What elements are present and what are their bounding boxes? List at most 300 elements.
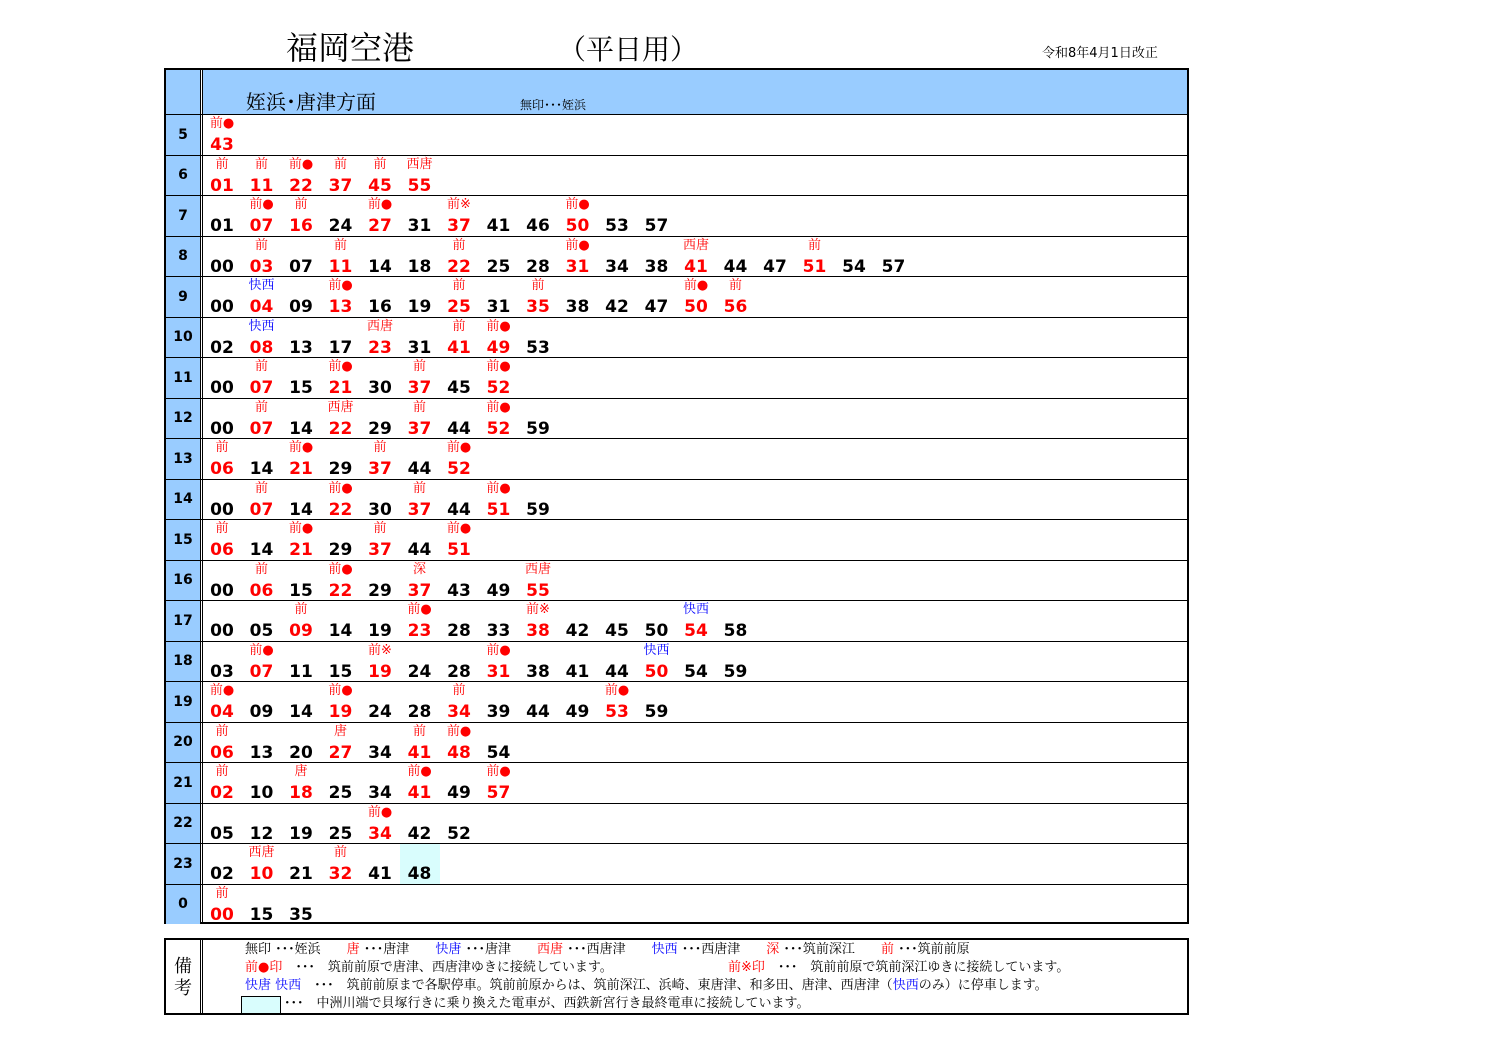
- departure-minute: 22: [328, 418, 353, 439]
- departure-minute: 53: [605, 216, 629, 236]
- departure-minute: 59: [644, 702, 669, 722]
- departure: [400, 439, 440, 479]
- departure: [518, 642, 558, 682]
- departure: [281, 277, 321, 317]
- departure-minute: 06: [210, 540, 234, 560]
- departure: [360, 804, 400, 844]
- departure-minute: 00: [210, 378, 234, 398]
- departure: [281, 804, 321, 844]
- hour-row: [166, 722, 1187, 763]
- legend-text: ･･･姪浜: [271, 942, 347, 957]
- departure-minute: 30: [368, 378, 392, 398]
- service-mark: 前●: [683, 278, 709, 293]
- departure: [400, 561, 440, 601]
- departure: [439, 763, 479, 803]
- service-mark: 前: [373, 156, 387, 172]
- departure: [360, 844, 400, 884]
- hour-row: [166, 560, 1187, 601]
- departure-minute: 08: [249, 337, 274, 358]
- legend-text: 快唐: [435, 942, 462, 957]
- departure: [558, 682, 598, 722]
- departure-minute: 50: [684, 297, 708, 317]
- departure-minute: 28: [447, 661, 471, 682]
- departure-minute: 52: [447, 459, 471, 479]
- service-mark: 前: [452, 237, 466, 253]
- service-mark: 前●: [209, 683, 235, 698]
- departure: [479, 358, 519, 398]
- departure: [202, 885, 242, 925]
- departure: [439, 682, 479, 722]
- departure-minute: 34: [368, 783, 392, 803]
- departure-minute: 10: [249, 864, 274, 884]
- departure: [360, 277, 400, 317]
- departure: [360, 156, 400, 196]
- hour-row: [166, 438, 1187, 479]
- departure: [637, 682, 677, 722]
- departure-minute: 50: [565, 216, 590, 236]
- service-mark: 前●: [288, 521, 314, 536]
- departure: [281, 196, 321, 236]
- departure-minute: 52: [486, 418, 511, 439]
- departure-minute: 00: [210, 418, 234, 439]
- hour-label: 0: [166, 885, 200, 925]
- service-mark: 前: [215, 723, 229, 739]
- departure: [518, 318, 558, 358]
- departure-minute: 20: [289, 742, 313, 763]
- departure: [281, 682, 321, 722]
- departure: [479, 723, 519, 763]
- departure-minute: 42: [605, 297, 629, 317]
- departure: [716, 601, 756, 641]
- column-divider: [202, 940, 203, 1013]
- departure-minute: 14: [328, 621, 353, 641]
- departure-minute: 13: [289, 337, 313, 358]
- departure: [202, 115, 242, 155]
- departure-minute: 21: [289, 864, 313, 884]
- departure: [518, 399, 558, 439]
- service-mark: 西唐: [524, 561, 551, 577]
- departure: [400, 480, 440, 520]
- service-mark: 前●: [328, 480, 353, 496]
- departure: [281, 156, 321, 196]
- departure: [321, 561, 361, 601]
- departure: [558, 642, 598, 682]
- departure: [439, 601, 479, 641]
- departure-minute: 22: [328, 499, 353, 520]
- service-mark: 快西: [248, 278, 275, 293]
- departure: [834, 237, 874, 277]
- departure: [281, 480, 321, 520]
- hour-label: 22: [166, 804, 200, 844]
- departure: [281, 520, 321, 560]
- departure: [281, 642, 321, 682]
- legend-line-1: [245, 942, 970, 958]
- legend-line-4: ･･･ 中洲川端で貝塚行きに乗り換えた電車が、西鉄新宮行き最終電車に接続しています。: [284, 996, 810, 1011]
- departure-minute: 15: [249, 904, 274, 925]
- departure-minute: 49: [486, 580, 511, 601]
- departure-minute: 43: [447, 580, 471, 601]
- departure-minute: 24: [407, 661, 432, 682]
- departure-minute: 21: [289, 540, 313, 560]
- service-mark: 前●: [407, 602, 432, 617]
- departure: [321, 844, 361, 884]
- hour-row: [166, 600, 1187, 641]
- departure-minute: 54: [842, 256, 866, 277]
- hour-label: 12: [166, 399, 200, 439]
- departure: [716, 277, 756, 317]
- departure: [242, 318, 282, 358]
- departure-minute: 07: [289, 256, 313, 277]
- departure: [479, 399, 519, 439]
- legend-text: 無印: [245, 942, 272, 957]
- legend-text: ･･･西唐津: [562, 942, 652, 957]
- departure: [795, 237, 835, 277]
- service-mark: 前: [254, 359, 268, 374]
- departure: [242, 844, 282, 884]
- service-mark: 前: [412, 399, 426, 415]
- departure: [202, 318, 242, 358]
- departure: [281, 358, 321, 398]
- hour-label: 19: [166, 682, 200, 722]
- departure: [242, 804, 282, 844]
- service-mark: 前: [452, 278, 466, 293]
- service-mark: 前: [254, 399, 268, 415]
- service-mark: 前●: [486, 764, 511, 779]
- departure: [360, 237, 400, 277]
- timetable-header-row: [166, 70, 1187, 114]
- service-mark: 前●: [328, 278, 353, 293]
- legend-text: 唐: [346, 942, 360, 957]
- default-destination-note: 無印･･･姪浜: [520, 98, 587, 112]
- departure-minute: 44: [526, 702, 550, 722]
- departure: [242, 237, 282, 277]
- service-mark: 前: [333, 845, 347, 860]
- service-mark: 唐: [294, 764, 308, 779]
- departure-minute: 41: [407, 742, 432, 763]
- day-type: （平日用）: [558, 33, 699, 66]
- departure: [321, 642, 361, 682]
- hour-row: [166, 236, 1187, 277]
- departure-minute: 31: [486, 661, 511, 682]
- legend-text: ･･･筑前前原: [893, 942, 970, 957]
- departure: [676, 601, 716, 641]
- departure: [676, 277, 716, 317]
- hour-label: 17: [166, 601, 200, 641]
- departure-minute: 23: [368, 337, 392, 358]
- departure-minute: 51: [802, 256, 827, 277]
- departure-minute: 44: [407, 540, 432, 560]
- departure-minute: 18: [407, 256, 432, 277]
- departure: [202, 601, 242, 641]
- service-mark: 前: [294, 602, 308, 617]
- departure: [242, 885, 282, 925]
- departure: [202, 520, 242, 560]
- legend-text: ･･･唐津: [461, 942, 537, 957]
- departure-minute: 31: [565, 256, 590, 277]
- departure-minute: 54: [684, 621, 708, 641]
- departure-minute: 07: [249, 418, 274, 439]
- station-name: 福岡空港: [286, 29, 415, 67]
- departure-minute: 11: [289, 661, 313, 682]
- legend-text: ･･･ 筑前前原まで各駅停車。筑前前原からは、筑前深江、浜崎、東唐津、和多田、唐津、西唐津（: [301, 978, 893, 993]
- departure: [518, 601, 558, 641]
- departure: [400, 763, 440, 803]
- departure: [597, 601, 637, 641]
- departure-minute: 42: [407, 823, 432, 844]
- departure-minute: 53: [605, 702, 629, 722]
- hour-row: [166, 519, 1187, 560]
- departure-minute: 53: [526, 337, 550, 358]
- departure-minute: 51: [486, 499, 511, 520]
- service-mark: 前●: [328, 359, 353, 374]
- departure: [479, 682, 519, 722]
- departure: [242, 156, 282, 196]
- departure-minute: 37: [447, 216, 471, 236]
- service-mark: 唐: [333, 723, 347, 739]
- departure-minute: 28: [526, 256, 550, 277]
- departure: [518, 237, 558, 277]
- departure-minute: 56: [723, 297, 748, 317]
- departure-minute: 07: [249, 661, 274, 682]
- hour-row: [166, 803, 1187, 844]
- departure: [242, 520, 282, 560]
- hour-row: [166, 884, 1187, 925]
- service-mark: 西唐: [248, 845, 275, 860]
- departure: [400, 723, 440, 763]
- departure-minute: 06: [210, 742, 234, 763]
- departure: [360, 520, 400, 560]
- departure-minute: 58: [723, 621, 748, 641]
- departure: [281, 399, 321, 439]
- legend-text: のみ）に停車します。: [918, 978, 1048, 993]
- service-mark: 西唐: [406, 156, 433, 172]
- service-mark: 西唐: [327, 399, 354, 415]
- departure: [202, 439, 242, 479]
- departure: [242, 358, 282, 398]
- hour-row: [166, 843, 1187, 884]
- departure: [518, 196, 558, 236]
- departure-minute: 41: [407, 783, 432, 803]
- service-mark: 深: [412, 561, 426, 577]
- departure: [242, 723, 282, 763]
- departure-minute: 01: [210, 216, 234, 236]
- departure-minute: 09: [289, 621, 313, 641]
- departure-minute: 46: [526, 216, 550, 236]
- departure-minute: 29: [368, 418, 392, 439]
- departure: [321, 682, 361, 722]
- departure-minute: 02: [210, 864, 234, 884]
- service-mark: 前●: [565, 197, 590, 212]
- departure-minute: 34: [368, 742, 392, 763]
- departure: [360, 642, 400, 682]
- departure: [202, 480, 242, 520]
- departure: [202, 763, 242, 803]
- departure-minute: 31: [407, 216, 432, 236]
- departure: [360, 480, 400, 520]
- service-mark: 前: [807, 237, 821, 253]
- service-mark: 前: [333, 156, 347, 172]
- departure: [360, 763, 400, 803]
- departure: [281, 844, 321, 884]
- departure: [360, 358, 400, 398]
- service-mark: 前: [254, 480, 268, 496]
- departure: [242, 682, 282, 722]
- departure: [321, 399, 361, 439]
- hour-label: 7: [166, 196, 200, 236]
- departure: [202, 156, 242, 196]
- departure: [597, 196, 637, 236]
- departure-minute: 37: [407, 580, 432, 601]
- departure: [202, 804, 242, 844]
- hour-label: 8: [166, 237, 200, 277]
- departure-minute: 19: [407, 297, 432, 317]
- departure-minute: 44: [723, 256, 748, 277]
- departure-minute: 35: [526, 297, 550, 317]
- legend-text: 快西: [892, 978, 919, 993]
- departure: [439, 358, 479, 398]
- column-divider: [200, 940, 201, 1013]
- departure: [400, 399, 440, 439]
- departure-minute: 33: [486, 621, 511, 641]
- departure-minute: 57: [644, 216, 669, 236]
- departure: [281, 601, 321, 641]
- departure: [637, 601, 677, 641]
- hour-row: [166, 762, 1187, 803]
- service-mark: 前●: [446, 440, 472, 455]
- departure: [518, 682, 558, 722]
- departure-minute: 07: [249, 499, 274, 520]
- departure: [400, 520, 440, 560]
- departure: [360, 561, 400, 601]
- departure-minute: 00: [210, 297, 234, 317]
- departure-minute: 32: [328, 864, 353, 884]
- service-mark: 前●: [565, 237, 590, 253]
- departure: [202, 277, 242, 317]
- departure-minute: 22: [447, 256, 471, 277]
- departure-minute: 35: [289, 904, 313, 925]
- departure-minute: 38: [565, 297, 590, 317]
- legend-text: 前※印: [728, 960, 765, 975]
- departure-minute: 28: [447, 621, 471, 641]
- departure: [479, 642, 519, 682]
- departure: [597, 237, 637, 277]
- departure-minute: 00: [210, 499, 234, 520]
- departure: [637, 237, 677, 277]
- departure-minute: 41: [368, 864, 392, 884]
- departure-minute: 16: [289, 216, 313, 236]
- departure: [242, 642, 282, 682]
- departure-minute: 04: [249, 297, 274, 317]
- departure: [637, 642, 677, 682]
- departure: [439, 804, 479, 844]
- departure-minute: 51: [447, 540, 471, 560]
- departure: [479, 277, 519, 317]
- departure-minute: 57: [486, 783, 511, 803]
- legend-text: ･･･ 筑前前原で筑前深江ゆきに接続しています。: [764, 960, 1070, 975]
- departure-minute: 14: [249, 540, 274, 560]
- departure: [874, 237, 914, 277]
- departure-minute: 37: [368, 540, 392, 560]
- service-mark: 前: [254, 156, 268, 172]
- departure-minute: 05: [210, 823, 234, 844]
- service-mark: 前●: [604, 683, 630, 698]
- hour-row: [166, 195, 1187, 236]
- hour-label: 20: [166, 723, 200, 763]
- departure-minute: 22: [289, 175, 313, 196]
- legend-text: ･･･唐津: [359, 942, 436, 957]
- departure: [400, 277, 440, 317]
- departure-minute: 18: [289, 783, 313, 803]
- departure-minute: 59: [526, 499, 550, 520]
- departure-minute: 27: [368, 216, 392, 236]
- hour-label: 14: [166, 480, 200, 520]
- departure: [400, 601, 440, 641]
- hour-column-header: [166, 70, 200, 114]
- departure-minute: 05: [249, 621, 274, 641]
- departure-minute: 47: [644, 297, 669, 317]
- legend-text: ･･･ 筑前前原で唐津、西唐津ゆきに接続しています。: [282, 960, 613, 975]
- departure-minute: 25: [486, 256, 511, 277]
- departure: [321, 601, 361, 641]
- service-mark: 前: [452, 318, 466, 334]
- departure: [439, 277, 479, 317]
- departure: [400, 804, 440, 844]
- departure: [321, 480, 361, 520]
- departure: [281, 561, 321, 601]
- departure: [281, 318, 321, 358]
- departure-minute: 00: [210, 904, 234, 925]
- departure-minute: 25: [328, 783, 353, 803]
- departure: [558, 237, 598, 277]
- departure: [202, 642, 242, 682]
- departure: [360, 399, 400, 439]
- departure-minute: 24: [328, 216, 353, 236]
- departure-minute: 34: [447, 702, 471, 722]
- departure: [400, 318, 440, 358]
- departure-minute: 03: [210, 661, 234, 682]
- departure: [321, 439, 361, 479]
- hour-label: 11: [166, 358, 200, 398]
- departure-minute: 13: [249, 742, 274, 763]
- departure: [439, 723, 479, 763]
- hour-label: 15: [166, 520, 200, 560]
- service-mark: 前: [412, 359, 426, 374]
- departure-minute: 29: [368, 580, 392, 601]
- departure: [400, 682, 440, 722]
- legend-text: ･･･筑前深江: [779, 942, 881, 957]
- service-mark: 前: [215, 885, 229, 901]
- departure-minute: 02: [210, 337, 234, 358]
- departure-minute: 06: [210, 459, 234, 479]
- departure: [597, 642, 637, 682]
- departure: [479, 480, 519, 520]
- departure: [439, 561, 479, 601]
- service-mark: 前●: [328, 561, 353, 577]
- service-mark: 前: [215, 156, 229, 172]
- legend-line-2b: [728, 960, 1069, 976]
- service-mark: 快西: [682, 602, 709, 617]
- service-mark: 前●: [486, 318, 511, 334]
- hour-row: [166, 155, 1187, 196]
- departure-minute: 45: [447, 378, 471, 398]
- departure-minute: 14: [289, 702, 313, 722]
- departure: [439, 480, 479, 520]
- departure: [321, 358, 361, 398]
- departure-minute: 11: [249, 175, 274, 196]
- departure: [202, 682, 242, 722]
- departure-minute: 00: [210, 256, 234, 277]
- service-mark: 前●: [486, 399, 511, 415]
